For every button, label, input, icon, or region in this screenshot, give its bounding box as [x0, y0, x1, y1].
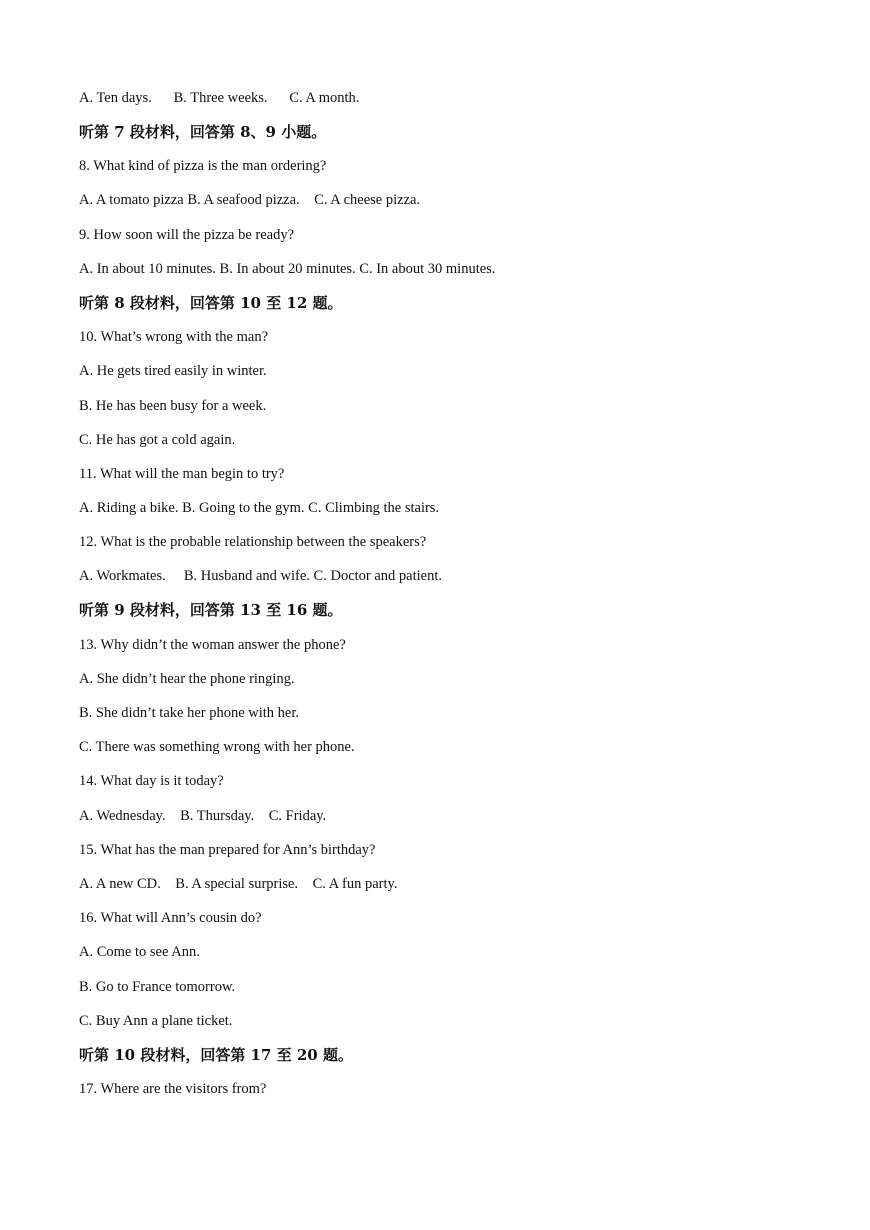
question-8: 8. What kind of pizza is the man ordering? [79, 158, 327, 174]
question-13: 13. Why didn’t the woman answer the phone? [79, 637, 346, 653]
options-14: A. Wednesday. B. Thursday. C. Friday. [79, 808, 327, 824]
options-8: A. A tomato pizza B. A seafood pizza. C. A cheese pizza. [79, 192, 421, 208]
option-13b: B. She didn’t take her phone with her. [79, 705, 300, 721]
question-12: 12. What is the probable relationship between the speakers? [79, 534, 427, 550]
option-10b: B. He has been busy for a week. [79, 398, 267, 414]
section-heading-7: 听第 7 段材料，回答第 8、9 小题。 [79, 123, 327, 141]
section-heading-9: 听第 9 段材料，回答第 13 至 16 题。 [79, 601, 343, 619]
option-16a: A. Come to see Ann. [79, 944, 200, 960]
option-line-7: A. Ten days. B. Three weeks. C. A month. [79, 90, 360, 106]
question-9: 9. How soon will the pizza be ready? [79, 227, 295, 243]
option-16c: C. Buy Ann a plane ticket. [79, 1013, 233, 1029]
options-11: A. Riding a bike. B. Going to the gym. C. Climbing the stairs. [79, 500, 440, 516]
question-15: 15. What has the man prepared for Ann’s birthday? [79, 842, 376, 858]
question-14: 14. What day is it today? [79, 773, 224, 789]
options-9: A. In about 10 minutes. B. In about 20 minutes. C. In about 30 minutes. [79, 261, 496, 277]
option-16b: B. Go to France tomorrow. [79, 979, 236, 995]
section-heading-8: 听第 8 段材料，回答第 10 至 12 题。 [79, 294, 343, 312]
question-10: 10. What’s wrong with the man? [79, 329, 269, 345]
question-17: 17. Where are the visitors from? [79, 1081, 267, 1097]
option-10a: A. He gets tired easily in winter. [79, 363, 267, 379]
question-16: 16. What will Ann’s cousin do? [79, 910, 262, 926]
options-15: A. A new CD. B. A special surprise. C. A fun party. [79, 876, 398, 892]
options-12: A. Workmates. B. Husband and wife. C. Doctor and patient. [79, 568, 443, 584]
section-heading-10: 听第 10 段材料，回答第 17 至 20 题。 [79, 1046, 353, 1064]
option-10c: C. He has got a cold again. [79, 432, 236, 448]
option-13a: A. She didn’t hear the phone ringing. [79, 671, 295, 687]
option-13c: C. There was something wrong with her phone. [79, 739, 355, 755]
question-11: 11. What will the man begin to try? [79, 466, 285, 482]
